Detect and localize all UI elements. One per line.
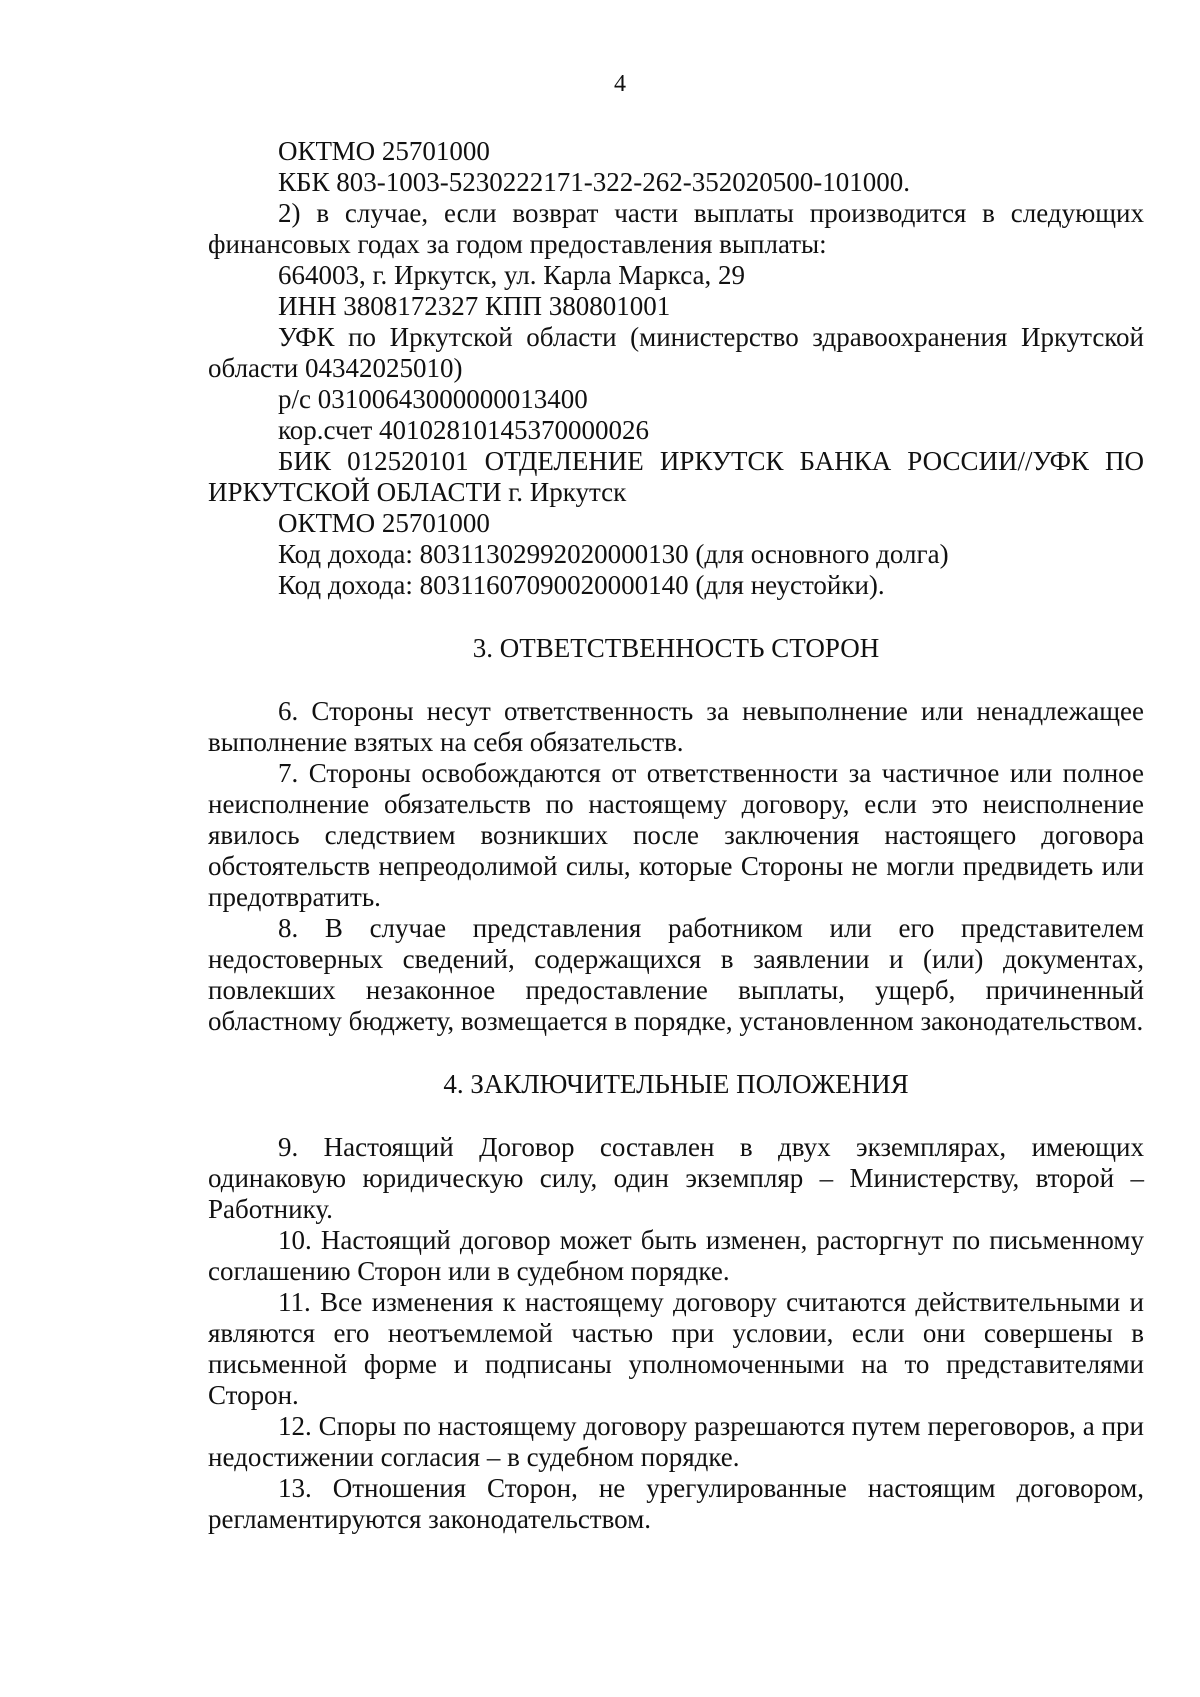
income-code-penalty: Код дохода: 80311607090020000140 (для неустойки).: [278, 570, 885, 600]
clause-9: 9. Настоящий Договор составлен в двух экземплярах, имеющих одинаковую юридическую силу, один экземпляр – Министерству, второй – Работнику.: [208, 1132, 1144, 1224]
rs-line: р/с 03100643000000013400: [278, 384, 588, 414]
clause-13: 13. Отношения Сторон, не урегулированные настоящим договором, регламентируются законодательством.: [208, 1473, 1144, 1534]
kbk-line: КБК 803-1003-5230222171-322-262-352020500-101000.: [278, 167, 910, 197]
page-number: 4: [614, 71, 626, 97]
clause-7: 7. Стороны освобождаются от ответственности за частичное или полное неисполнение обязательств по настоящему договору, если это неисполнение явилось следствием возникших после заключения настоящего договора обстоятельств непреодолимой силы, которые Стороны не могли предвидеть или предотвратить.: [208, 758, 1144, 912]
address-line: 664003, г. Иркутск, ул. Карла Маркса, 29: [278, 260, 746, 290]
bik-line: БИК 012520101 ОТДЕЛЕНИЕ ИРКУТСК БАНКА РОССИИ//УФК ПО ИРКУТСКОЙ ОБЛАСТИ г. Иркутск: [208, 446, 1144, 507]
return-case-2-intro: 2) в случае, если возврат части выплаты производится в следующих финансовых годах за годом предоставления выплаты:: [208, 198, 1144, 259]
inn-kpp-line: ИНН 3808172327 КПП 380801001: [278, 291, 671, 321]
clause-6: 6. Стороны несут ответственность за невыполнение или ненадлежащее выполнение взятых на себя обязательств.: [208, 696, 1144, 757]
clause-10: 10. Настоящий договор может быть изменен, расторгнут по письменному соглашению Сторон или в судебном порядке.: [208, 1225, 1144, 1286]
ufk-line: УФК по Иркутской области (министерство здравоохранения Иркутской области 04342025010): [208, 322, 1144, 383]
section-3-title: 3. ОТВЕТСТВЕННОСТЬ СТОРОН: [472, 633, 880, 663]
clause-11: 11. Все изменения к настоящему договору считаются действительными и являются его неотъемлемой частью при условии, если они совершены в письменной форме и подписаны уполномоченными на то представителями Сторон.: [208, 1287, 1144, 1410]
section-4-title: 4. ЗАКЛЮЧИТЕЛЬНЫЕ ПОЛОЖЕНИЯ: [443, 1069, 909, 1099]
income-code-principal: Код дохода: 80311302992020000130 (для основного долга): [278, 539, 949, 569]
kor-schet-line: кор.счет 40102810145370000026: [278, 415, 650, 445]
document-body: [208, 136, 1144, 1535]
oktmo-line-2: ОКТМО 25701000: [278, 508, 490, 538]
clause-8: 8. В случае представления работником или его представителем недостоверных сведений, содержащихся в заявлении и (или) документах, повлекших незаконное предоставление выплаты, ущерб, причиненный областному бюджету, возмещается в порядке, установленном законодательством.: [208, 913, 1144, 1036]
clause-12: 12. Споры по настоящему договору разрешаются путем переговоров, а при недостижении согласия – в судебном порядке.: [208, 1411, 1144, 1472]
oktmo-line-1: ОКТМО 25701000: [278, 136, 490, 166]
